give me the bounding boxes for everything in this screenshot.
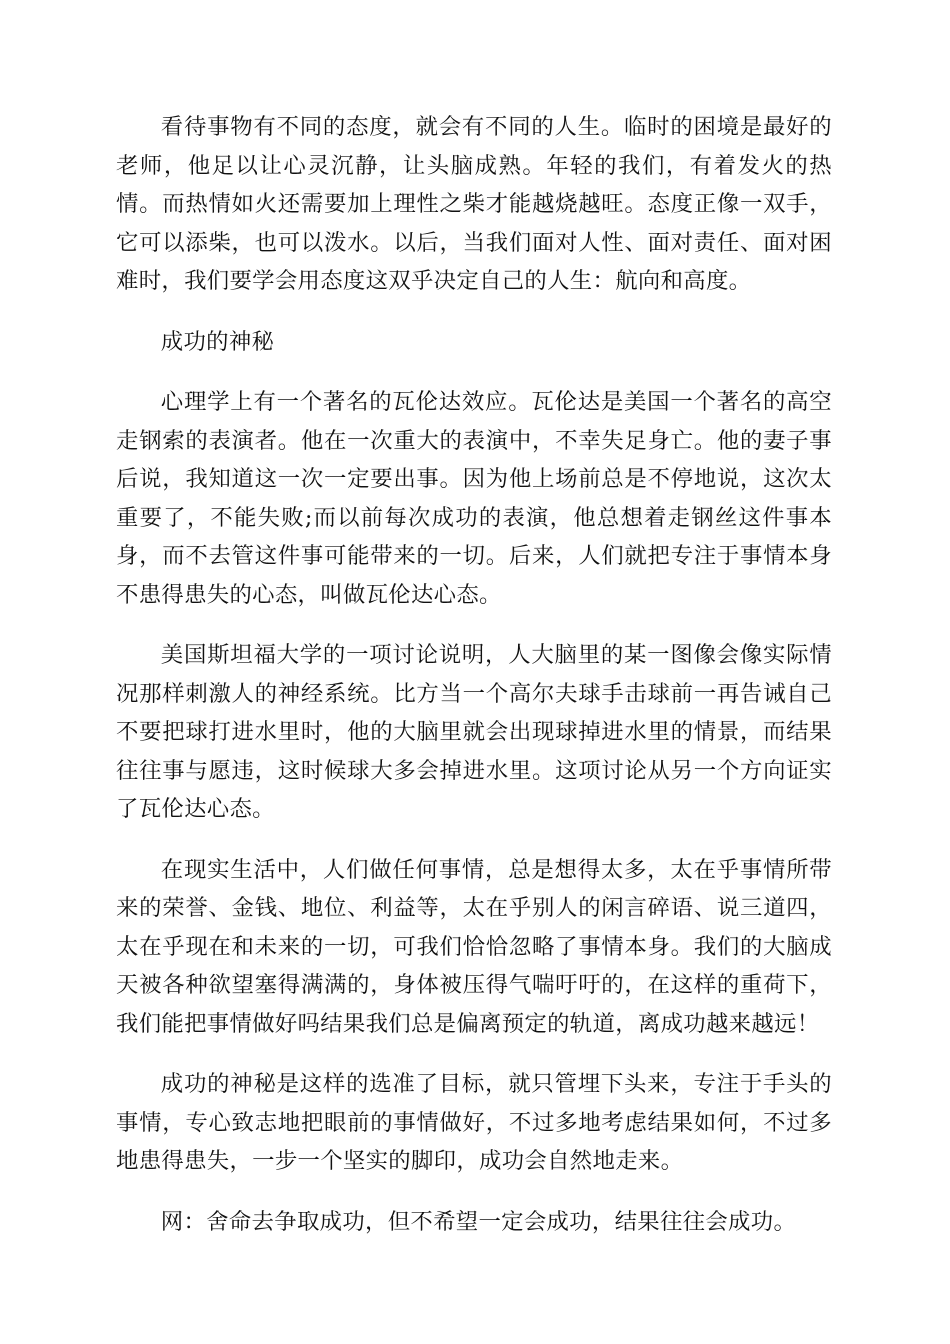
- document-body: [116, 108, 832, 1263]
- paragraph-wallenda-effect: 心理学上有一个著名的瓦伦达效应。瓦伦达是美国一个著名的高空走钢索的表演者。他在一次重大的表演中，不幸失足身亡。他的妻子事后说，我知道这一次一定要出事。因为他上场前总是不停地说，这次太重要了，不能失败;而以前每次成功的表演，他总想着走钢丝这件事本身，而不去管这件事可能带来的一切。后来，人们就把专注于事情本身不患得患失的心态，叫做瓦伦达心态。: [116, 389, 832, 608]
- paragraph-secret-of-success: 成功的神秘是这样的选准了目标，就只管埋下头来，专注于手头的事情，专心致志地把眼前的事情做好，不过多地考虑结果如何，不过多地患得患失，一步一个坚实的脚印，成功会自然地走来。: [116, 1071, 832, 1174]
- paragraph-real-life: 在现实生活中，人们做任何事情，总是想得太多，太在乎事情所带来的荣誉、金钱、地位、利益等，太在乎别人的闲言碎语、说三道四，太在乎现在和未来的一切，可我们恰恰忽略了事情本身。我们的大脑成天被各种欲望塞得满满的，身体被压得气喘吁吁的，在这样的重荷下，我们能把事情做好吗结果我们总是偏离预定的轨道，离成功越来越远！: [116, 856, 832, 1037]
- paragraph-closing-quote: 网：舍命去争取成功，但不希望一定会成功，结果往往会成功。: [160, 1208, 797, 1235]
- paragraph-stanford-study: 美国斯坦福大学的一项讨论说明，人大脑里的某一图像会像实际情况那样刺激人的神经系统。比方当一个高尔夫球手击球前一再告诫自己不要把球打进水里时，他的大脑里就会出现球掉进水里的情景，而结果往往事与愿违，这时候球大多会掉进水里。这项讨论从另一个方向证实了瓦伦达心态。: [116, 642, 832, 822]
- paragraph-attitude: 看待事物有不同的态度，就会有不同的人生。临时的困境是最好的老师，他足以让心灵沉静，让头脑成熟。年轻的我们，有着发火的热情。而热情如火还需要加上理性之柴才能越烧越旺。态度正像一双手，它可以添柴，也可以泼水。以后，当我们面对人性、面对责任、面对困难时，我们要学会用态度这双乎决定自己的人生：航向和高度。: [116, 114, 832, 294]
- section-heading: 成功的神秘: [160, 328, 275, 355]
